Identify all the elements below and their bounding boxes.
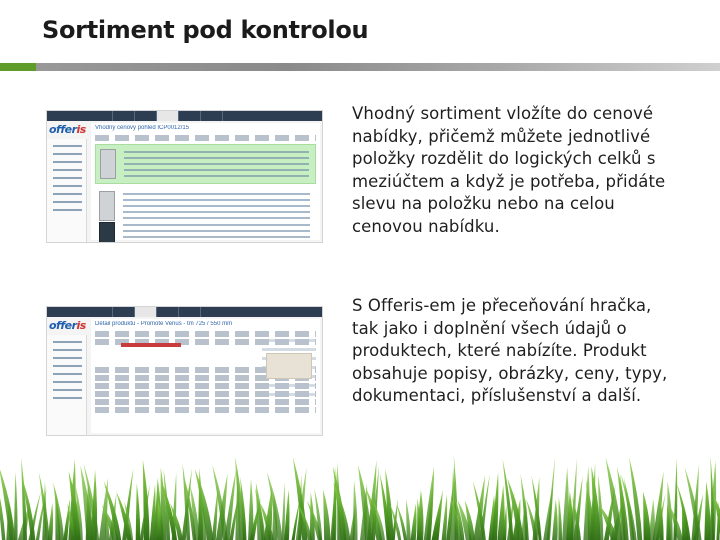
grass-blade <box>406 499 411 540</box>
product-details <box>123 224 310 243</box>
app-tab <box>91 307 113 317</box>
paragraph-price-offer: Vhodný sortiment vložíte do cenové nabídky, přičemž můžete jednotlivé položky rozdělit do logických celků s meziúčtem a když je potřeba, přidáte slevu na položku nebo na celou cenovou nabídku. <box>352 104 666 236</box>
grass-blade <box>48 503 53 540</box>
detail-row <box>95 407 316 413</box>
price-highlight <box>121 343 181 347</box>
app-tab <box>179 111 201 121</box>
app-tab-active <box>157 111 179 121</box>
product-details <box>124 151 309 177</box>
screenshot-product-detail <box>46 306 323 436</box>
grass-blade <box>53 482 64 540</box>
product-details <box>123 193 310 219</box>
logo-accent-text: is <box>76 319 86 332</box>
product-thumbnail <box>99 222 115 243</box>
offer-heading: Vhodný cenový pohled ICP0012/15 <box>95 125 190 131</box>
table-row <box>95 187 316 215</box>
grass-blade <box>314 489 322 540</box>
grass-blade <box>558 497 562 540</box>
grass-blade <box>442 495 447 540</box>
app-tabs <box>91 307 201 317</box>
screenshot-price-offer <box>46 110 323 243</box>
app-tabs <box>91 111 223 121</box>
app-tab <box>91 111 113 121</box>
product-image-box <box>266 353 312 379</box>
slide-title: Sortiment pod kontrolou <box>42 16 369 44</box>
logo-accent-text: is <box>76 123 86 136</box>
app-tab <box>113 307 135 317</box>
app-sidebar <box>47 139 87 242</box>
offeris-logo <box>49 319 87 333</box>
app-tab <box>135 111 157 121</box>
grass-blade <box>212 488 218 540</box>
app-sidebar <box>47 335 87 435</box>
detail-row <box>95 331 316 337</box>
product-thumbnail <box>100 149 116 179</box>
product-heading: Detail produktu - Promote Venus - tm 725 / 550 mm <box>95 321 233 327</box>
grass-blade <box>14 471 18 540</box>
app-tab <box>157 307 179 317</box>
app-main <box>91 319 320 433</box>
grass-blade <box>552 499 558 540</box>
app-tab-active <box>135 307 157 317</box>
app-main <box>91 123 320 240</box>
logo-main-text: offer <box>49 123 77 136</box>
grass-blade <box>281 482 285 540</box>
app-tab <box>201 111 223 121</box>
grass-blade <box>136 483 141 540</box>
grass-decoration <box>0 455 720 540</box>
app-tab <box>179 307 201 317</box>
detail-row <box>95 399 316 405</box>
grass-blade <box>143 460 150 540</box>
table-header-row <box>95 135 316 141</box>
title-underline <box>0 63 720 71</box>
table-row-highlighted <box>95 144 316 184</box>
paragraph-product-data: S Offeris-em je přeceňování hračka, tak jako i doplnění všech údajů o produktech, které nabízíte. Produkt obsahuje popisy, obrázky, ceny, typy, dokumentaci, příslušenství a další. <box>352 296 668 405</box>
logo-main-text: offer <box>49 319 77 332</box>
grass-blade <box>434 489 443 540</box>
grass-blade <box>284 490 289 540</box>
grass-blade <box>323 489 330 540</box>
grass-blade <box>353 480 358 540</box>
grass-blade <box>224 469 236 540</box>
offeris-logo <box>49 123 87 137</box>
table-row <box>95 218 316 243</box>
title-underline-accent <box>0 63 36 71</box>
product-thumbnail <box>99 191 115 221</box>
app-tab <box>113 111 135 121</box>
grass-blade <box>410 504 416 540</box>
grass-blade <box>426 471 434 540</box>
